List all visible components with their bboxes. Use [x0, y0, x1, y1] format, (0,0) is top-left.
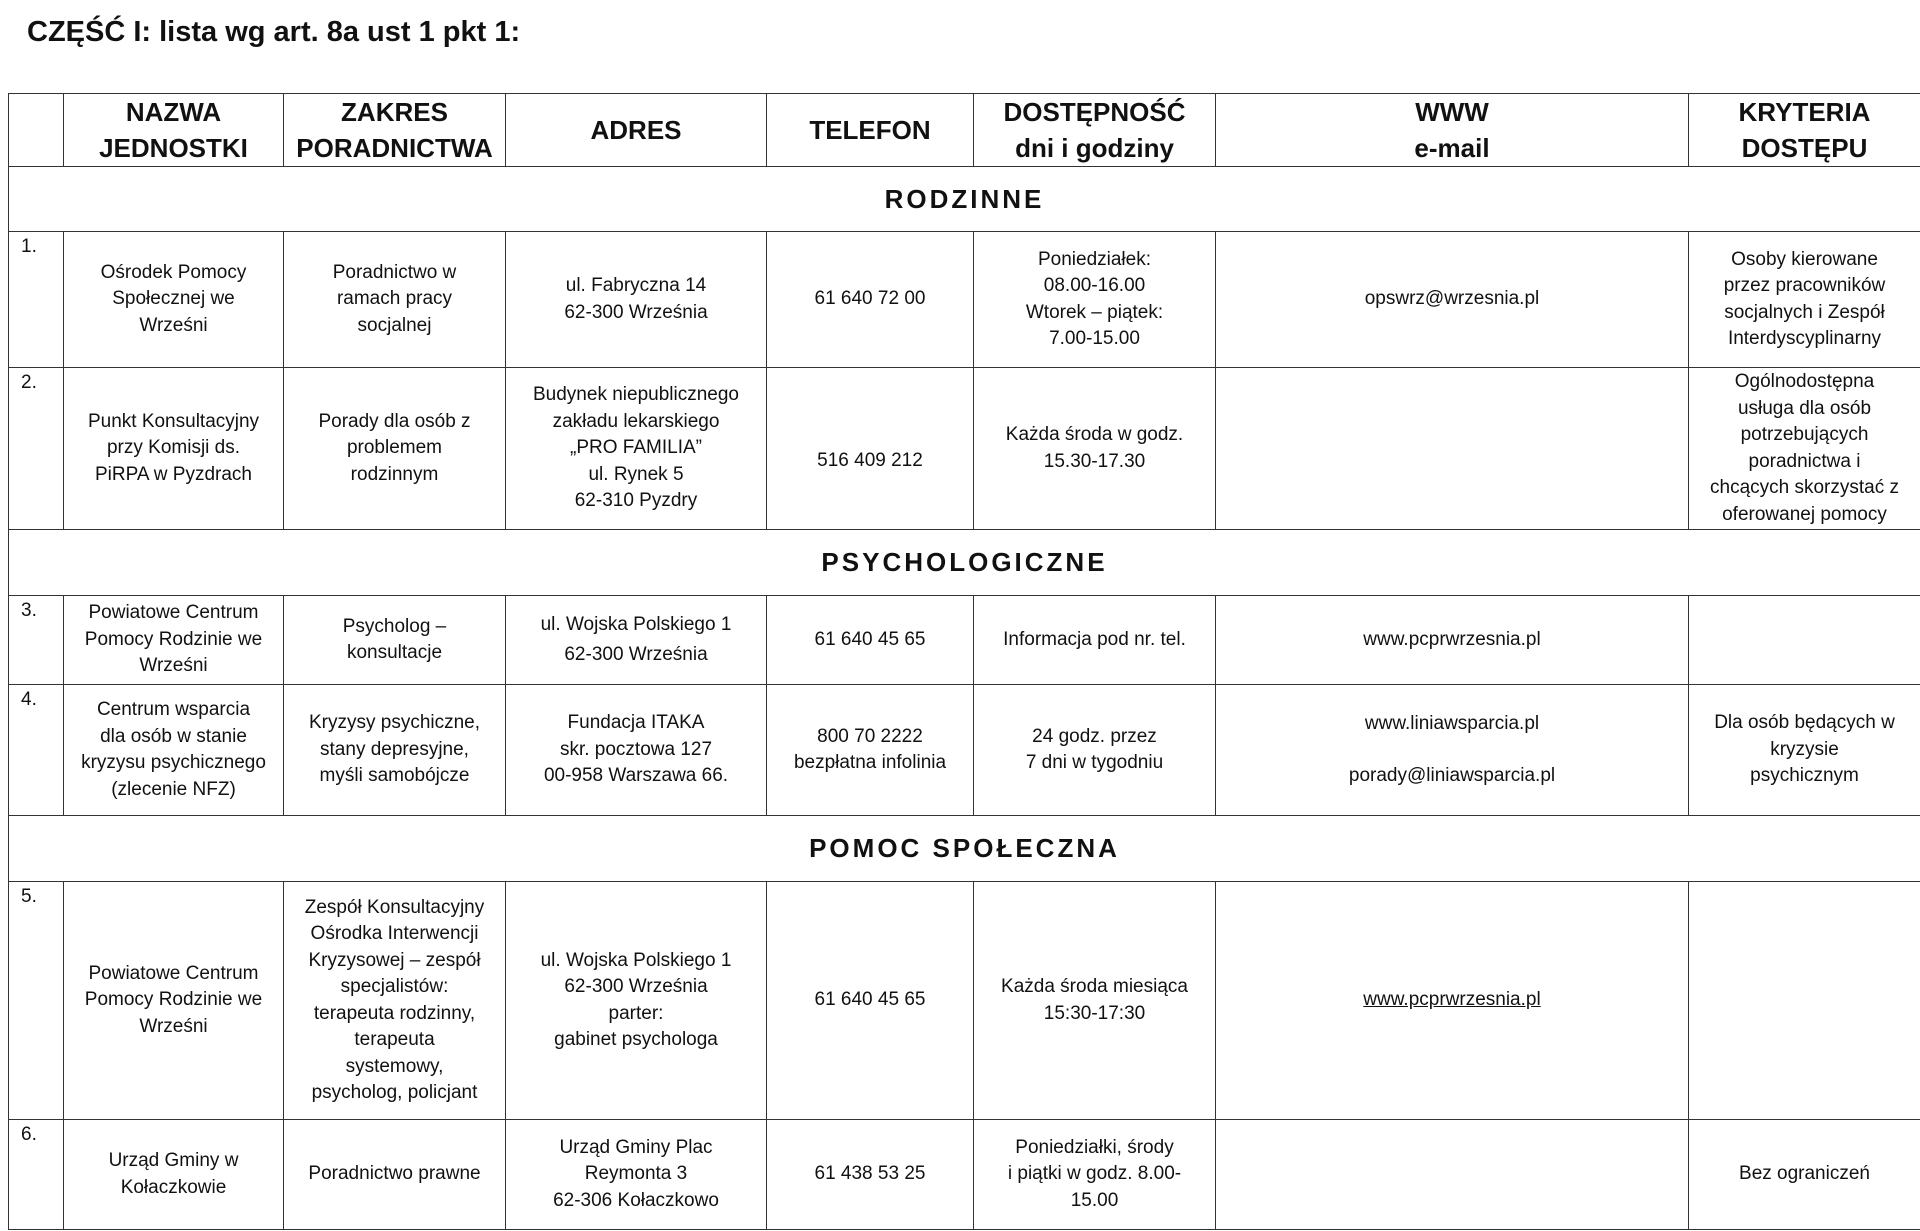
email-text[interactable]: opswrz@wrzesnia.pl: [1364, 288, 1540, 310]
web-cell: [1216, 232, 1689, 368]
table-row: [9, 368, 1920, 530]
scope-cell: Psycholog – konsultacje: [284, 596, 506, 685]
phone-cell: 516 409 212: [767, 368, 974, 530]
header-name: NAZWA JEDNOSTKI: [64, 94, 284, 167]
address-cell: ul. Fabryczna 14 62-300 Września: [506, 232, 767, 368]
header-num: [9, 94, 64, 167]
phone-cell: 61 640 72 00: [767, 232, 974, 368]
phone-cell: 61 640 45 65: [767, 596, 974, 685]
page-title: CZĘŚĆ I: lista wg art. 8a ust 1 pkt 1:: [27, 16, 521, 48]
header-phone: TELEFON: [767, 94, 974, 167]
unit-name-cell: Powiatowe Centrum Pomocy Rodzinie we Wrześni: [64, 596, 284, 685]
section-row-family: [9, 167, 1920, 232]
address-cell: Budynek niepublicznego zakładu lekarskiego „PRO FAMILIA” ul. Rynek 5 62-310 Pyzdry: [506, 368, 767, 530]
availability-cell: Poniedziałki, środy i piątki w godz. 8.00- 15.00: [974, 1120, 1216, 1230]
row-number: 2.: [9, 368, 64, 530]
row-number: 1.: [9, 232, 64, 368]
table-row: [9, 882, 1920, 1120]
counseling-table: [8, 93, 1920, 1230]
header-web: WWW e-mail: [1216, 94, 1689, 167]
availability-cell: Informacja pod nr. tel.: [974, 596, 1216, 685]
section-title-social: POMOC SPOŁECZNA: [9, 816, 1920, 882]
header-availability: DOSTĘPNOŚĆ dni i godziny: [974, 94, 1216, 167]
web-cell: [1216, 882, 1689, 1120]
criteria-cell: Ogólnodostępna usługa dla osób potrzebujących poradnictwa i chcących skorzystać z oferowanej pomocy: [1689, 368, 1920, 530]
phone-cell: 61 438 53 25: [767, 1120, 974, 1230]
scope-cell: Porady dla osób z problemem rodzinnym: [284, 368, 506, 530]
criteria-cell: Dla osób będących w kryzysie psychicznym: [1689, 685, 1920, 816]
web-cell: [1216, 685, 1689, 816]
address-cell: ul. Wojska Polskiego 1 62-300 Września: [506, 596, 767, 685]
scope-cell: Kryzysy psychiczne, stany depresyjne, myśli samobójcze: [284, 685, 506, 816]
website-link[interactable]: www.pcprwrzesnia.pl: [1363, 989, 1541, 1011]
website-link[interactable]: www.liniawsparcia.pl: [1364, 712, 1540, 734]
web-cell: [1216, 596, 1689, 685]
criteria-cell: Bez ograniczeń: [1689, 1120, 1920, 1230]
row-number: 3.: [9, 596, 64, 685]
criteria-cell: Osoby kierowane przez pracowników socjalnych i Zespół Interdyscyplinarny: [1689, 232, 1920, 368]
web-cell: [1216, 368, 1689, 530]
section-row-psych: [9, 530, 1920, 596]
header-scope: ZAKRES PORADNICTWA: [284, 94, 506, 167]
email-text[interactable]: porady@liniawsparcia.pl: [1348, 765, 1556, 786]
web-cell: [1216, 1120, 1689, 1230]
table-row: [9, 685, 1920, 816]
section-title-psych: PSYCHOLOGICZNE: [9, 530, 1920, 596]
availability-cell: Każda środa w godz. 15.30-17.30: [974, 368, 1216, 530]
criteria-cell: [1689, 882, 1920, 1120]
row-number: 6.: [9, 1120, 64, 1230]
table-row: [9, 1120, 1920, 1230]
address-cell: Urząd Gminy Plac Reymonta 3 62-306 Kołaczkowo: [506, 1120, 767, 1230]
unit-name-cell: Ośrodek Pomocy Społecznej we Wrześni: [64, 232, 284, 368]
section-title-family: RODZINNE: [9, 167, 1920, 232]
availability-cell: Każda środa miesiąca 15:30-17:30: [974, 882, 1216, 1120]
address-cell: Fundacja ITAKA skr. pocztowa 127 00-958 Warszawa 66.: [506, 685, 767, 816]
availability-cell: Poniedziałek: 08.00-16.00 Wtorek – piątek: 7.00-15.00: [974, 232, 1216, 368]
header-criteria: KRYTERIA DOSTĘPU: [1689, 94, 1920, 167]
table-row: [9, 596, 1920, 685]
criteria-cell: [1689, 596, 1920, 685]
header-row: [9, 94, 1920, 167]
unit-name-cell: Powiatowe Centrum Pomocy Rodzinie we Wrześni: [64, 882, 284, 1120]
header-address: ADRES: [506, 94, 767, 167]
phone-cell: 61 640 45 65: [767, 882, 974, 1120]
row-number: 5.: [9, 882, 64, 1120]
phone-cell: 800 70 2222 bezpłatna infolinia: [767, 685, 974, 816]
scope-cell: Poradnictwo prawne: [284, 1120, 506, 1230]
section-row-social: [9, 816, 1920, 882]
website-link[interactable]: www.pcprwrzesnia.pl: [1363, 628, 1541, 650]
unit-name-cell: Urząd Gminy w Kołaczkowie: [64, 1120, 284, 1230]
unit-name-cell: Centrum wsparcia dla osób w stanie kryzysu psychicznego (zlecenie NFZ): [64, 685, 284, 816]
scope-cell: Zespół Konsultacyjny Ośrodka Interwencji Kryzysowej – zespół specjalistów: terapeuta rodzinny, terapeuta systemowy, psycholog, policjant: [284, 882, 506, 1120]
availability-cell: 24 godz. przez 7 dni w tygodniu: [974, 685, 1216, 816]
unit-name-cell: Punkt Konsultacyjny przy Komisji ds. PiRPA w Pyzdrach: [64, 368, 284, 530]
address-cell: ul. Wojska Polskiego 1 62-300 Września parter: gabinet psychologa: [506, 882, 767, 1120]
scope-cell: Poradnictwo w ramach pracy socjalnej: [284, 232, 506, 368]
table-row: [9, 232, 1920, 368]
row-number: 4.: [9, 685, 64, 816]
